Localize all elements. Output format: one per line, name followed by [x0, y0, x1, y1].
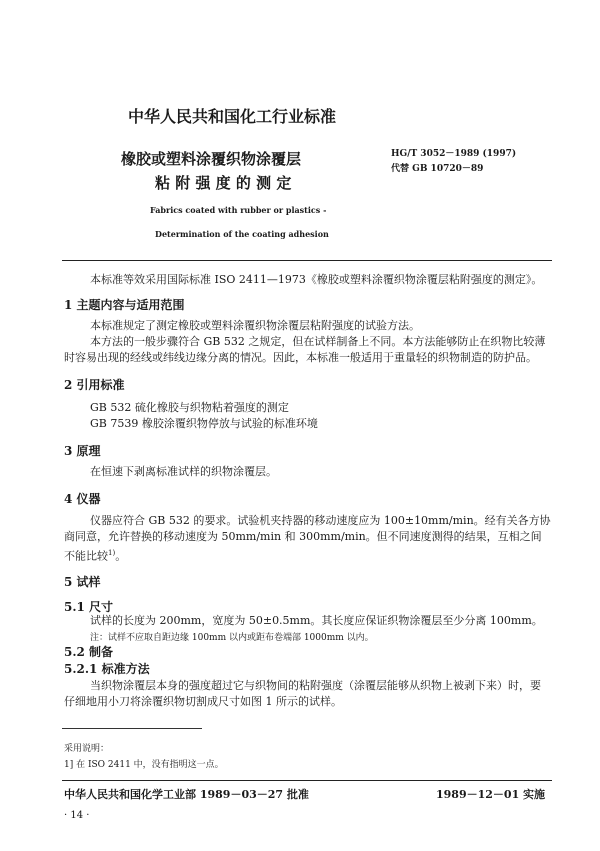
section-1-title: 1 主题内容与适用范围 — [64, 298, 185, 312]
title-cn-line2: 粘 附 强 度 的 测 定 — [155, 174, 292, 192]
reference-gb7539: GB 7539 橡胶涂覆织物停放与试验的标准环境 — [90, 417, 318, 430]
section-5-2-title: 5.2 制备 — [64, 645, 114, 659]
industry-standard-heading: 中华人民共和国化工行业标准 — [128, 107, 337, 126]
title-en-line1: Fabrics coated with rubber or plastics - — [150, 205, 327, 215]
section-4-title: 4 仪器 — [64, 492, 101, 506]
footnote-divider — [62, 728, 202, 729]
title-en-line2: Determination of the coating adhesion — [155, 229, 329, 239]
section-5-1-paragraph: 试样的长度为 200mm，宽度为 50±0.5mm。其长度应保证织物涂覆层至少分离 100mm。 — [90, 614, 543, 627]
footnote-1: 1] 在 ISO 2411 中，没有指明这一点。 — [64, 760, 224, 770]
reference-gb532: GB 532 硫化橡胶与织物粘着强度的测定 — [90, 401, 289, 414]
section-3-title: 3 原理 — [64, 444, 101, 458]
section-5-title: 5 试样 — [64, 575, 101, 589]
section-4-text: 仪器应符合 GB 532 的要求。试验机夹持器的移动速度应为 100±10mm/min。经有关各方协商同意，允许替换的移动速度为 50mm/min 和 300mm/min。但不同速度测得的结果，互相之间不能比较 — [64, 514, 551, 563]
section-5-2-1-paragraph: 当织物涂覆层本身的强度超过它与织物间的粘附强度（涂覆层能够从织物上被剥下来）时，要仔细地用小刀将涂覆织物切割成尺寸如图 1 所示的试样。 — [64, 679, 541, 708]
standard-code: HG/T 3052－1989 (1997) — [391, 149, 517, 159]
intro-paragraph: 本标准等效采用国际标准 ISO 2411—1973《橡胶或塑料涂覆织物涂覆层粘附强度的测定》。 — [90, 273, 543, 286]
section-5-2-1-title: 5.2.1 标准方法 — [64, 662, 150, 676]
approval-line: 中华人民共和国化学工业部 1989－03－27 批准 — [64, 788, 309, 801]
section-5-1-note: 注：试样不应取自距边缘 100mm 以内或距布卷端部 1000mm 以内。 — [90, 633, 374, 643]
section-1-paragraph-2: 本方法的一般步骤符合 GB 532 之规定，但在试样制备上不同。本方法能够防止在织物比较薄时容易出现的经线或纬线边缘分离的情况。因此，本标准一般适用于重量轻的织物制造的防护品。 — [64, 335, 546, 364]
replaces-standard: 代替 GB 10720－89 — [391, 164, 484, 174]
section-1-paragraph-1: 本标准规定了测定橡胶或塑料涂覆织物涂覆层粘附强度的试验方法。 — [90, 319, 420, 332]
title-cn-line1: 橡胶或塑料涂覆织物涂覆层 — [121, 150, 302, 168]
footnote-heading: 采用说明： — [64, 744, 110, 754]
header-divider — [62, 260, 552, 261]
section-4-text-end: 。 — [115, 549, 127, 563]
section-4-paragraph — [64, 513, 551, 565]
effective-date: 1989－12－01 实施 — [436, 788, 546, 801]
page-number: · 14 · — [64, 810, 90, 821]
section-2-title: 2 引用标准 — [64, 378, 125, 392]
section-5-1-title: 5.1 尺寸 — [64, 600, 114, 614]
footer-divider — [62, 780, 552, 781]
footnote-ref-1: 1) — [108, 549, 116, 557]
section-3-paragraph: 在恒速下剥离标准试样的织物涂覆层。 — [90, 465, 277, 478]
